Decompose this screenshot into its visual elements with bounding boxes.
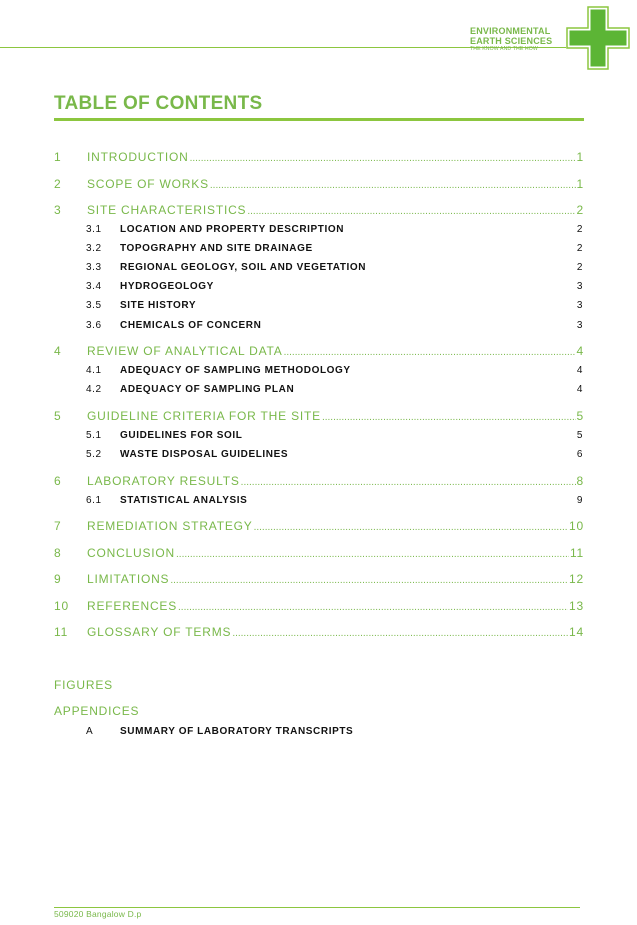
toc-entry-page: 9 [576,495,583,506]
appendix-item[interactable] [86,726,353,737]
toc-entry-label: LIMITATIONS [87,572,170,586]
toc-entry-page: 12 [569,572,584,586]
toc-entry-page: 11 [569,546,584,560]
toc-entry-number: 3.3 [86,262,102,273]
toc-entry-label: INTRODUCTION [87,150,189,164]
toc-entry-label: REVIEW OF ANALYTICAL DATA [87,344,283,358]
footer-document-ref: 509020 Bangalow D.p [54,909,142,919]
toc-entry[interactable] [54,599,584,613]
toc-dot-leader [322,409,576,423]
toc-subentry[interactable] [86,243,583,254]
toc-entry[interactable] [54,203,584,217]
logo-tagline: THE KNOW AND THE HOW [470,46,538,52]
toc-entry-page: 4 [576,344,584,358]
toc-entry-number: 4 [54,344,62,358]
toc-entry-number: 3.6 [86,320,102,331]
toc-entry-label: CONCLUSION [87,546,176,560]
toc-entry-number: 11 [54,625,69,639]
toc-entry[interactable] [54,625,584,639]
toc-entry-label: SITE HISTORY [120,300,197,311]
toc-entry[interactable] [54,409,584,423]
toc-entry-label: ADEQUACY OF SAMPLING METHODOLOGY [120,365,351,376]
footer-rule [54,907,580,908]
toc-entry-label: STATISTICAL ANALYSIS [120,495,248,506]
toc-entry-label: WASTE DISPOSAL GUIDELINES [120,449,289,460]
toc-entry-number: 10 [54,599,69,613]
toc-dot-leader [210,177,576,191]
toc-entry-page: 3 [576,300,583,311]
toc-dot-leader [254,519,568,533]
toc-entry-label: GLOSSARY OF TERMS [87,625,232,639]
toc-entry[interactable] [54,519,584,533]
toc-entry-number: 6 [54,474,62,488]
toc-entry-page: 2 [576,224,583,235]
logo-text [470,26,570,53]
toc-dot-leader [247,203,575,217]
toc-subentry[interactable] [86,430,583,441]
toc-subentry[interactable] [86,300,583,311]
toc-entry-number: 4.2 [86,384,102,395]
toc-entry-number: 1 [54,150,62,164]
toc-subentry[interactable] [86,495,583,506]
toc-entry[interactable] [54,474,584,488]
toc-entry-number: 7 [54,519,62,533]
toc-entry-page: 1 [576,150,584,164]
toc-entry-page: 14 [569,625,584,639]
toc-entry-page: 6 [576,449,583,460]
toc-subentry[interactable] [86,365,583,376]
toc-entry[interactable] [54,177,584,191]
toc-entry[interactable] [54,150,584,164]
toc-entry[interactable] [54,344,584,358]
toc-entry-number: 3.2 [86,243,102,254]
page-title: TABLE OF CONTENTS [54,93,263,114]
toc-subentry[interactable] [86,262,583,273]
toc-entry-label: GUIDELINE CRITERIA FOR THE SITE [87,409,321,423]
toc-entry-page: 3 [576,281,583,292]
toc-dot-leader [241,474,576,488]
toc-entry-page: 13 [569,599,584,613]
toc-dot-leader [170,572,568,586]
toc-dot-leader [284,344,576,358]
toc-entry-page: 2 [576,262,583,273]
toc-entry-label: HYDROGEOLOGY [120,281,214,292]
toc-entry-page: 5 [576,430,583,441]
toc-entry-number: 2 [54,177,62,191]
toc-entry-page: 2 [576,203,584,217]
appendix-letter: A [86,726,94,737]
toc-subentry[interactable] [86,224,583,235]
toc-entry-label: LABORATORY RESULTS [87,474,240,488]
toc-entry-number: 6.1 [86,495,102,506]
toc-entry-label: LOCATION AND PROPERTY DESCRIPTION [120,224,345,235]
company-logo [470,6,632,70]
toc-dot-leader [178,599,568,613]
toc-dot-leader [190,150,576,164]
figures-heading[interactable]: FIGURES [54,678,113,692]
toc-subentry[interactable] [86,449,583,460]
toc-dot-leader [232,625,568,639]
toc-subentry[interactable] [86,320,583,331]
appendices-heading[interactable]: APPENDICES [54,704,140,718]
toc-entry-label: SCOPE OF WORKS [87,177,209,191]
toc-entry-number: 3 [54,203,62,217]
green-cross-icon [566,6,630,70]
toc-entry-label: TOPOGRAPHY AND SITE DRAINAGE [120,243,313,254]
toc-entry[interactable] [54,572,584,586]
toc-entry-number: 3.5 [86,300,102,311]
toc-entry[interactable] [54,546,584,560]
title-rule [54,118,584,121]
toc-entry-number: 3.1 [86,224,102,235]
toc-entry-number: 3.4 [86,281,102,292]
toc-entry-label: ADEQUACY OF SAMPLING PLAN [120,384,295,395]
toc-entry-number: 9 [54,572,62,586]
toc-entry-label: CHEMICALS OF CONCERN [120,320,262,331]
toc-entry-number: 5.2 [86,449,102,460]
toc-entry-page: 3 [576,320,583,331]
toc-entry-number: 8 [54,546,62,560]
toc-entry-label: SITE CHARACTERISTICS [87,203,247,217]
toc-entry-number: 5 [54,409,62,423]
toc-subentry[interactable] [86,384,583,395]
toc-subentry[interactable] [86,281,583,292]
toc-entry-page: 1 [576,177,584,191]
toc-entry-page: 8 [576,474,584,488]
logo-line-1: ENVIRONMENTAL [470,26,551,36]
toc-entry-page: 5 [576,409,584,423]
toc-entry-label: REGIONAL GEOLOGY, SOIL AND VEGETATION [120,262,367,273]
toc-entry-label: REFERENCES [87,599,178,613]
toc-entry-number: 5.1 [86,430,102,441]
toc-entry-label: GUIDELINES FOR SOIL [120,430,243,441]
logo-line-2: EARTH SCIENCES [470,36,553,46]
toc-entry-page: 10 [569,519,584,533]
appendix-label: SUMMARY OF LABORATORY TRANSCRIPTS [120,726,354,737]
toc-entry-page: 2 [576,243,583,254]
toc-entry-page: 4 [576,384,583,395]
toc-dot-leader [176,546,569,560]
toc-entry-label: REMEDIATION STRATEGY [87,519,253,533]
toc-entry-page: 4 [576,365,583,376]
toc-entry-number: 4.1 [86,365,102,376]
